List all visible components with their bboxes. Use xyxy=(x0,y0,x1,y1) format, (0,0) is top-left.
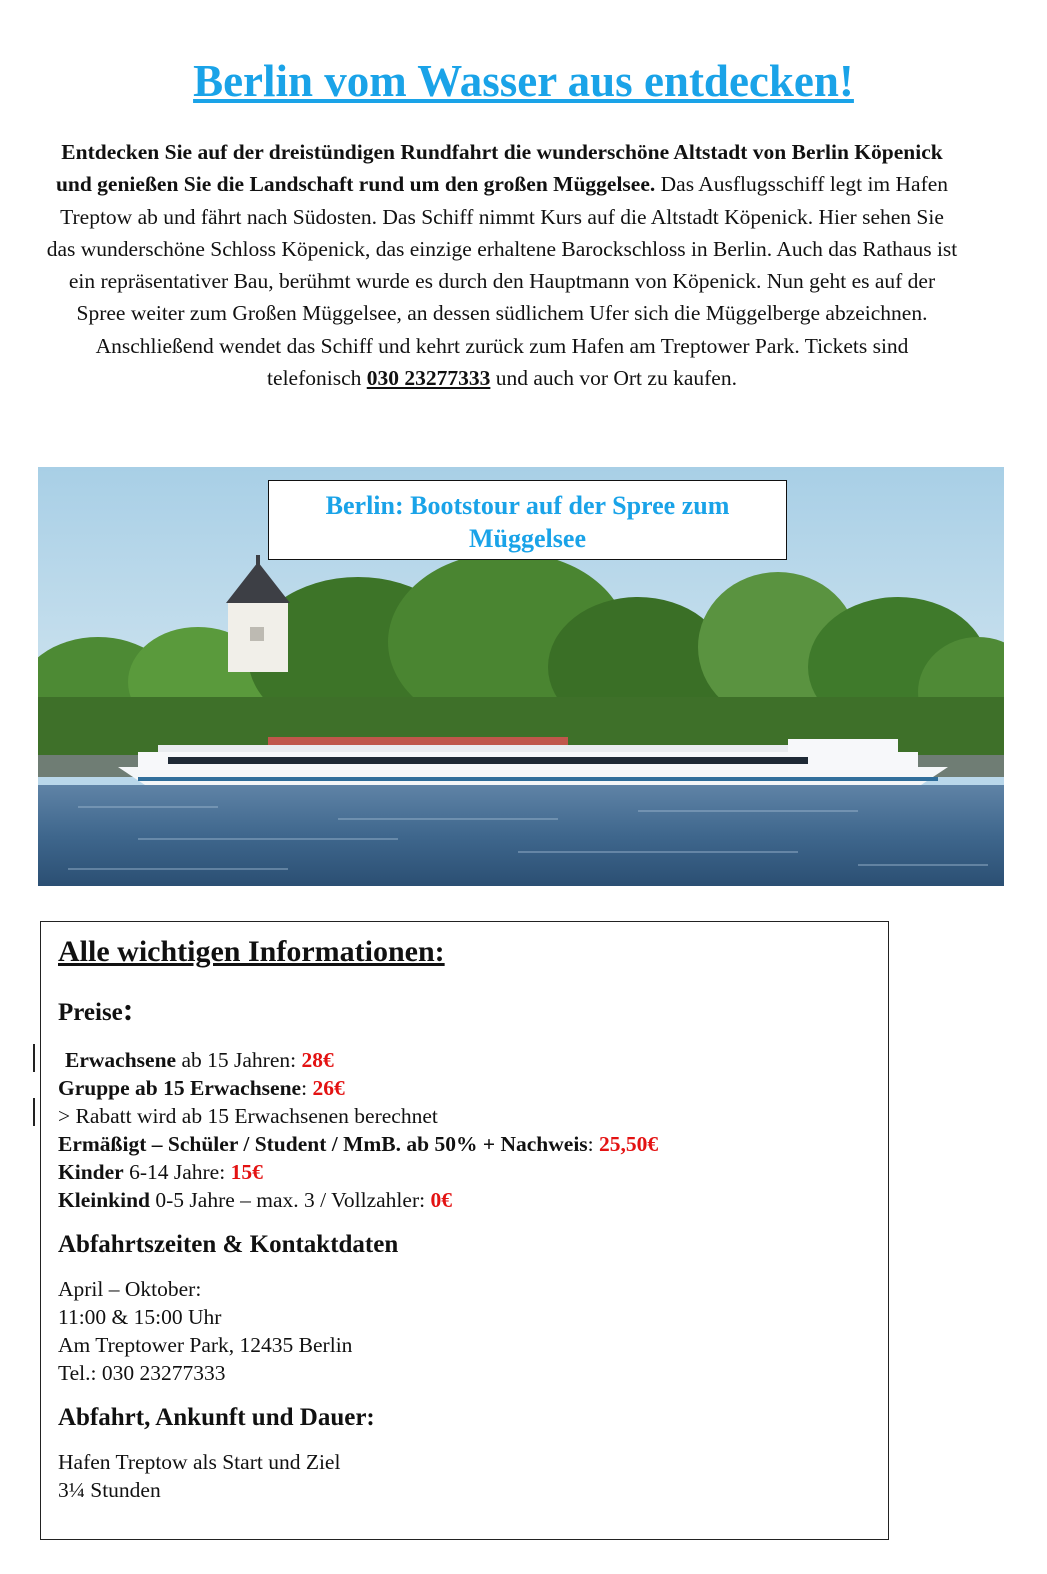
info-heading: Alle wichtigen Informationen: xyxy=(58,935,445,968)
intro-paragraph xyxy=(46,136,958,394)
times-phone[interactable]: Tel.: 030 23277333 xyxy=(58,1361,226,1385)
price-detail: : xyxy=(587,1132,600,1156)
prices-heading-text: Preise xyxy=(58,999,123,1026)
times-line: 11:00 & 15:00 Uhr xyxy=(58,1305,222,1329)
route-heading: Abfahrt, Ankunft und Dauer: xyxy=(58,1404,375,1431)
price-row xyxy=(58,1046,878,1074)
info-box xyxy=(40,921,889,1540)
intro-body-text: Das Ausflugsschiff legt im Hafen Treptow ab und fährt nach Südosten. Das Schiff nimmt Kurs auf die Altstadt Köpenick. Hier sehen Sie das wunderschöne Schloss Köpenick, das einzige erhaltene Barockschloss in Berlin. Auch das Rathaus ist ein repräsentativer Bau, berühmt wurde es durch den Hauptmann von Köpenick. Nun geht es auf der Spree weiter zum Großen Müggelsee, an dessen südlichem Ufer sich die Müggelberge abzeichnen. Anschließend wendet das Schiff und kehrt zurück zum Hafen am Treptower Park. Tickets sind telefonisch xyxy=(46,172,958,391)
intro-phone-link[interactable]: 030 23277333 xyxy=(366,366,491,391)
price-label: Erwachsene xyxy=(65,1048,177,1072)
price-label: Kleinkind xyxy=(58,1188,151,1212)
times-heading: Abfahrtszeiten & Kontaktdaten xyxy=(58,1231,399,1258)
prices-heading-colon: : xyxy=(122,991,134,1027)
price-detail: 6-14 Jahre: xyxy=(123,1160,231,1184)
price-value: 25,50€ xyxy=(599,1132,659,1156)
times-block xyxy=(58,1275,878,1387)
price-value: 0€ xyxy=(430,1188,452,1212)
price-value: 26€ xyxy=(312,1076,345,1100)
route-line: Hafen Treptow als Start und Ziel xyxy=(58,1450,341,1474)
price-value: 28€ xyxy=(301,1048,334,1072)
price-detail: > Rabatt wird ab 15 Erwachsenen berechnet xyxy=(58,1104,438,1128)
price-detail: ab 15 Jahren: xyxy=(176,1048,302,1072)
prices-heading xyxy=(58,992,878,1030)
photo-caption-box: Berlin: Bootstour auf der Spree zum Müggelsee xyxy=(268,480,787,560)
left-margin-mark xyxy=(33,1098,35,1126)
price-label: Gruppe ab 15 Erwachsene xyxy=(58,1076,302,1100)
intro-bold-text: Entdecken Sie auf der dreistündigen Rundfahrt die wunderschöne Altstadt von Berlin Köpenick und genießen Sie die Landschaft rund um den großen Müggelsee. xyxy=(55,140,943,197)
price-row xyxy=(58,1074,878,1102)
route-block xyxy=(58,1448,878,1504)
price-row xyxy=(58,1102,878,1130)
price-list xyxy=(58,1046,878,1214)
price-row xyxy=(58,1186,878,1214)
price-row xyxy=(58,1158,878,1186)
price-detail: : xyxy=(301,1076,313,1100)
price-label: Ermäßigt – Schüler / Student / MmB. ab 50% + Nachweis xyxy=(58,1132,588,1156)
price-label: Kinder xyxy=(58,1160,124,1184)
price-value: 15€ xyxy=(230,1160,263,1184)
page-title: Berlin vom Wasser aus entdecken! xyxy=(193,56,854,106)
price-detail: 0-5 Jahre – max. 3 / Vollzahler: xyxy=(150,1188,431,1212)
times-line: April – Oktober: xyxy=(58,1277,202,1301)
intro-tail-text: und auch vor Ort zu kaufen. xyxy=(495,366,737,391)
route-line: 3¼ Stunden xyxy=(58,1478,161,1502)
price-row xyxy=(58,1130,878,1158)
left-margin-mark xyxy=(33,1044,35,1072)
times-line: Am Treptower Park, 12435 Berlin xyxy=(58,1333,353,1357)
